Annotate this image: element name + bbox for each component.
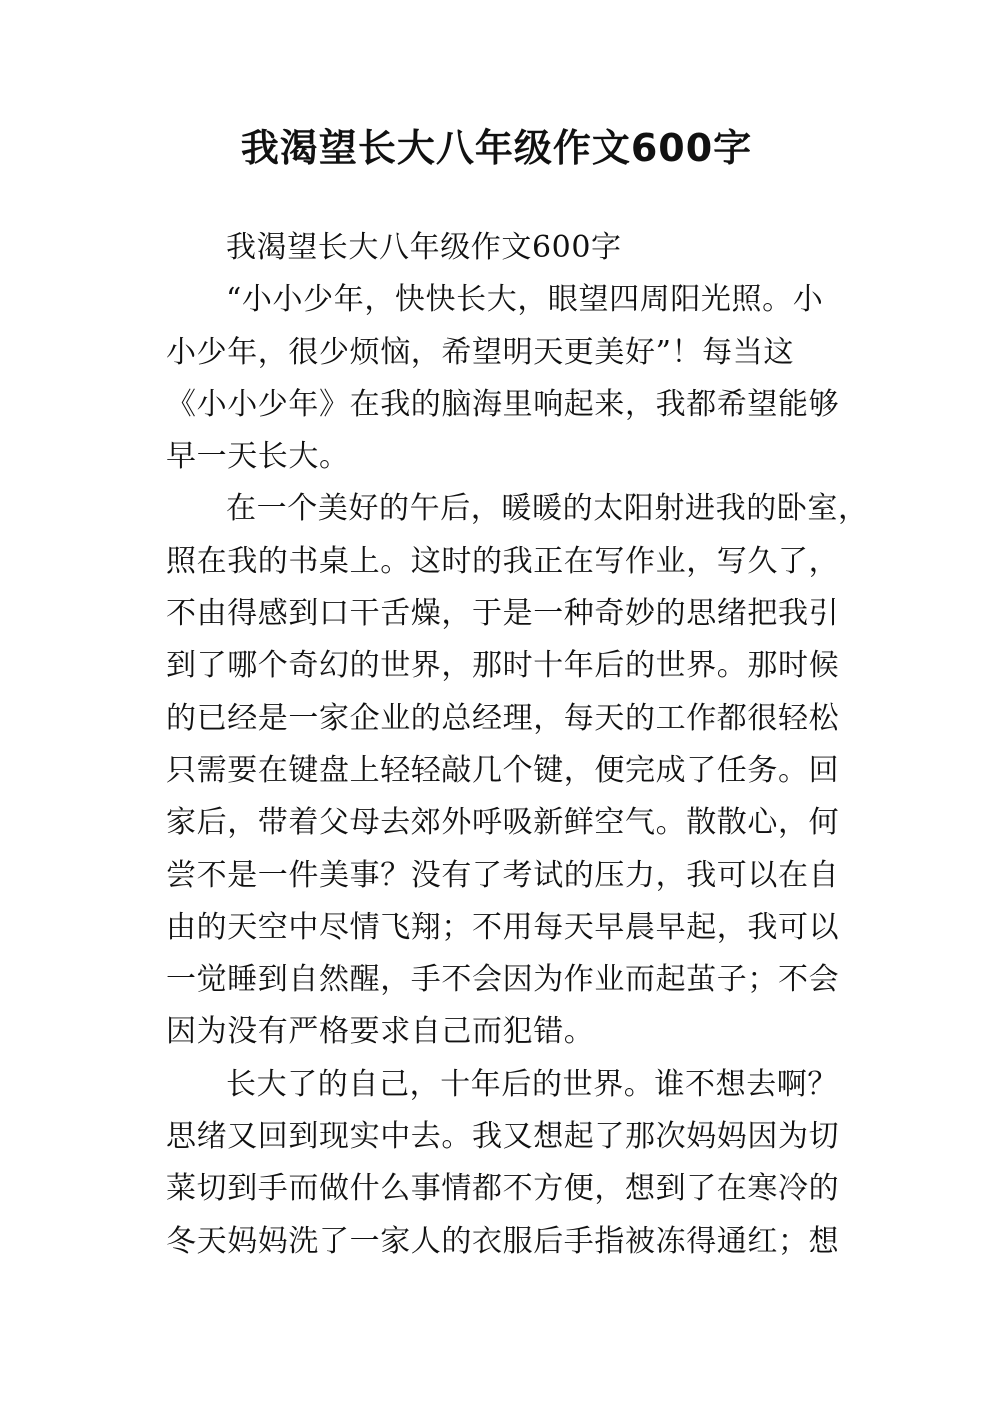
text-line-10: 的已经是一家企业的总经理，每天的工作都很轻松 — [166, 700, 840, 736]
document-title: 我渴望长大八年级作文600字 — [240, 126, 753, 170]
text-line-15: 一觉睡到自然醒，手不会因为作业而起茧子；不会 — [166, 962, 840, 998]
text-line-16: 因为没有严格要求自己而犯错。 — [166, 1014, 595, 1050]
text-line-1: 我渴望长大八年级作文600字 — [226, 230, 622, 265]
text-line-3: 小少年，很少烦恼，希望明天更美好”！每当这 — [166, 334, 794, 370]
text-line-13: 尝不是一件美事？没有了考试的压力，我可以在自 — [166, 857, 840, 893]
text-line-14: 由的天空中尽情飞翔；不用每天早晨早起，我可以 — [166, 909, 840, 945]
text-line-9: 到了哪个奇幻的世界，那时十年后的世界。那时候 — [166, 648, 840, 684]
text-line-20: 冬天妈妈洗了一家人的衣服后手指被冻得通红；想 — [166, 1223, 840, 1259]
text-line-5: 早一天长大。 — [166, 439, 350, 475]
text-line-2: “小小少年，快快长大，眼望四周阳光照。小 — [226, 282, 824, 318]
text-line-4: 《小小少年》在我的脑海里响起来，我都希望能够 — [166, 386, 840, 422]
text-line-8: 不由得感到口干舌燥，于是一种奇妙的思绪把我引 — [166, 596, 840, 632]
text-line-18: 思绪又回到现实中去。我又想起了那次妈妈因为切 — [166, 1119, 840, 1155]
text-line-19: 菜切到手而做什么事情都不方便，想到了在寒冷的 — [166, 1171, 840, 1207]
document-body — [166, 222, 869, 1268]
text-line-6: 在一个美好的午后，暖暖的太阳射进我的卧室， — [226, 491, 869, 527]
text-line-7: 照在我的书桌上。这时的我正在写作业，写久了， — [166, 543, 840, 579]
text-line-17: 长大了的自己，十年后的世界。谁不想去啊？ — [226, 1066, 838, 1102]
text-line-11: 只需要在键盘上轻轻敲几个键，便完成了任务。回 — [166, 752, 840, 788]
text-line-12: 家后，带着父母去郊外呼吸新鲜空气。散散心，何 — [166, 805, 840, 841]
